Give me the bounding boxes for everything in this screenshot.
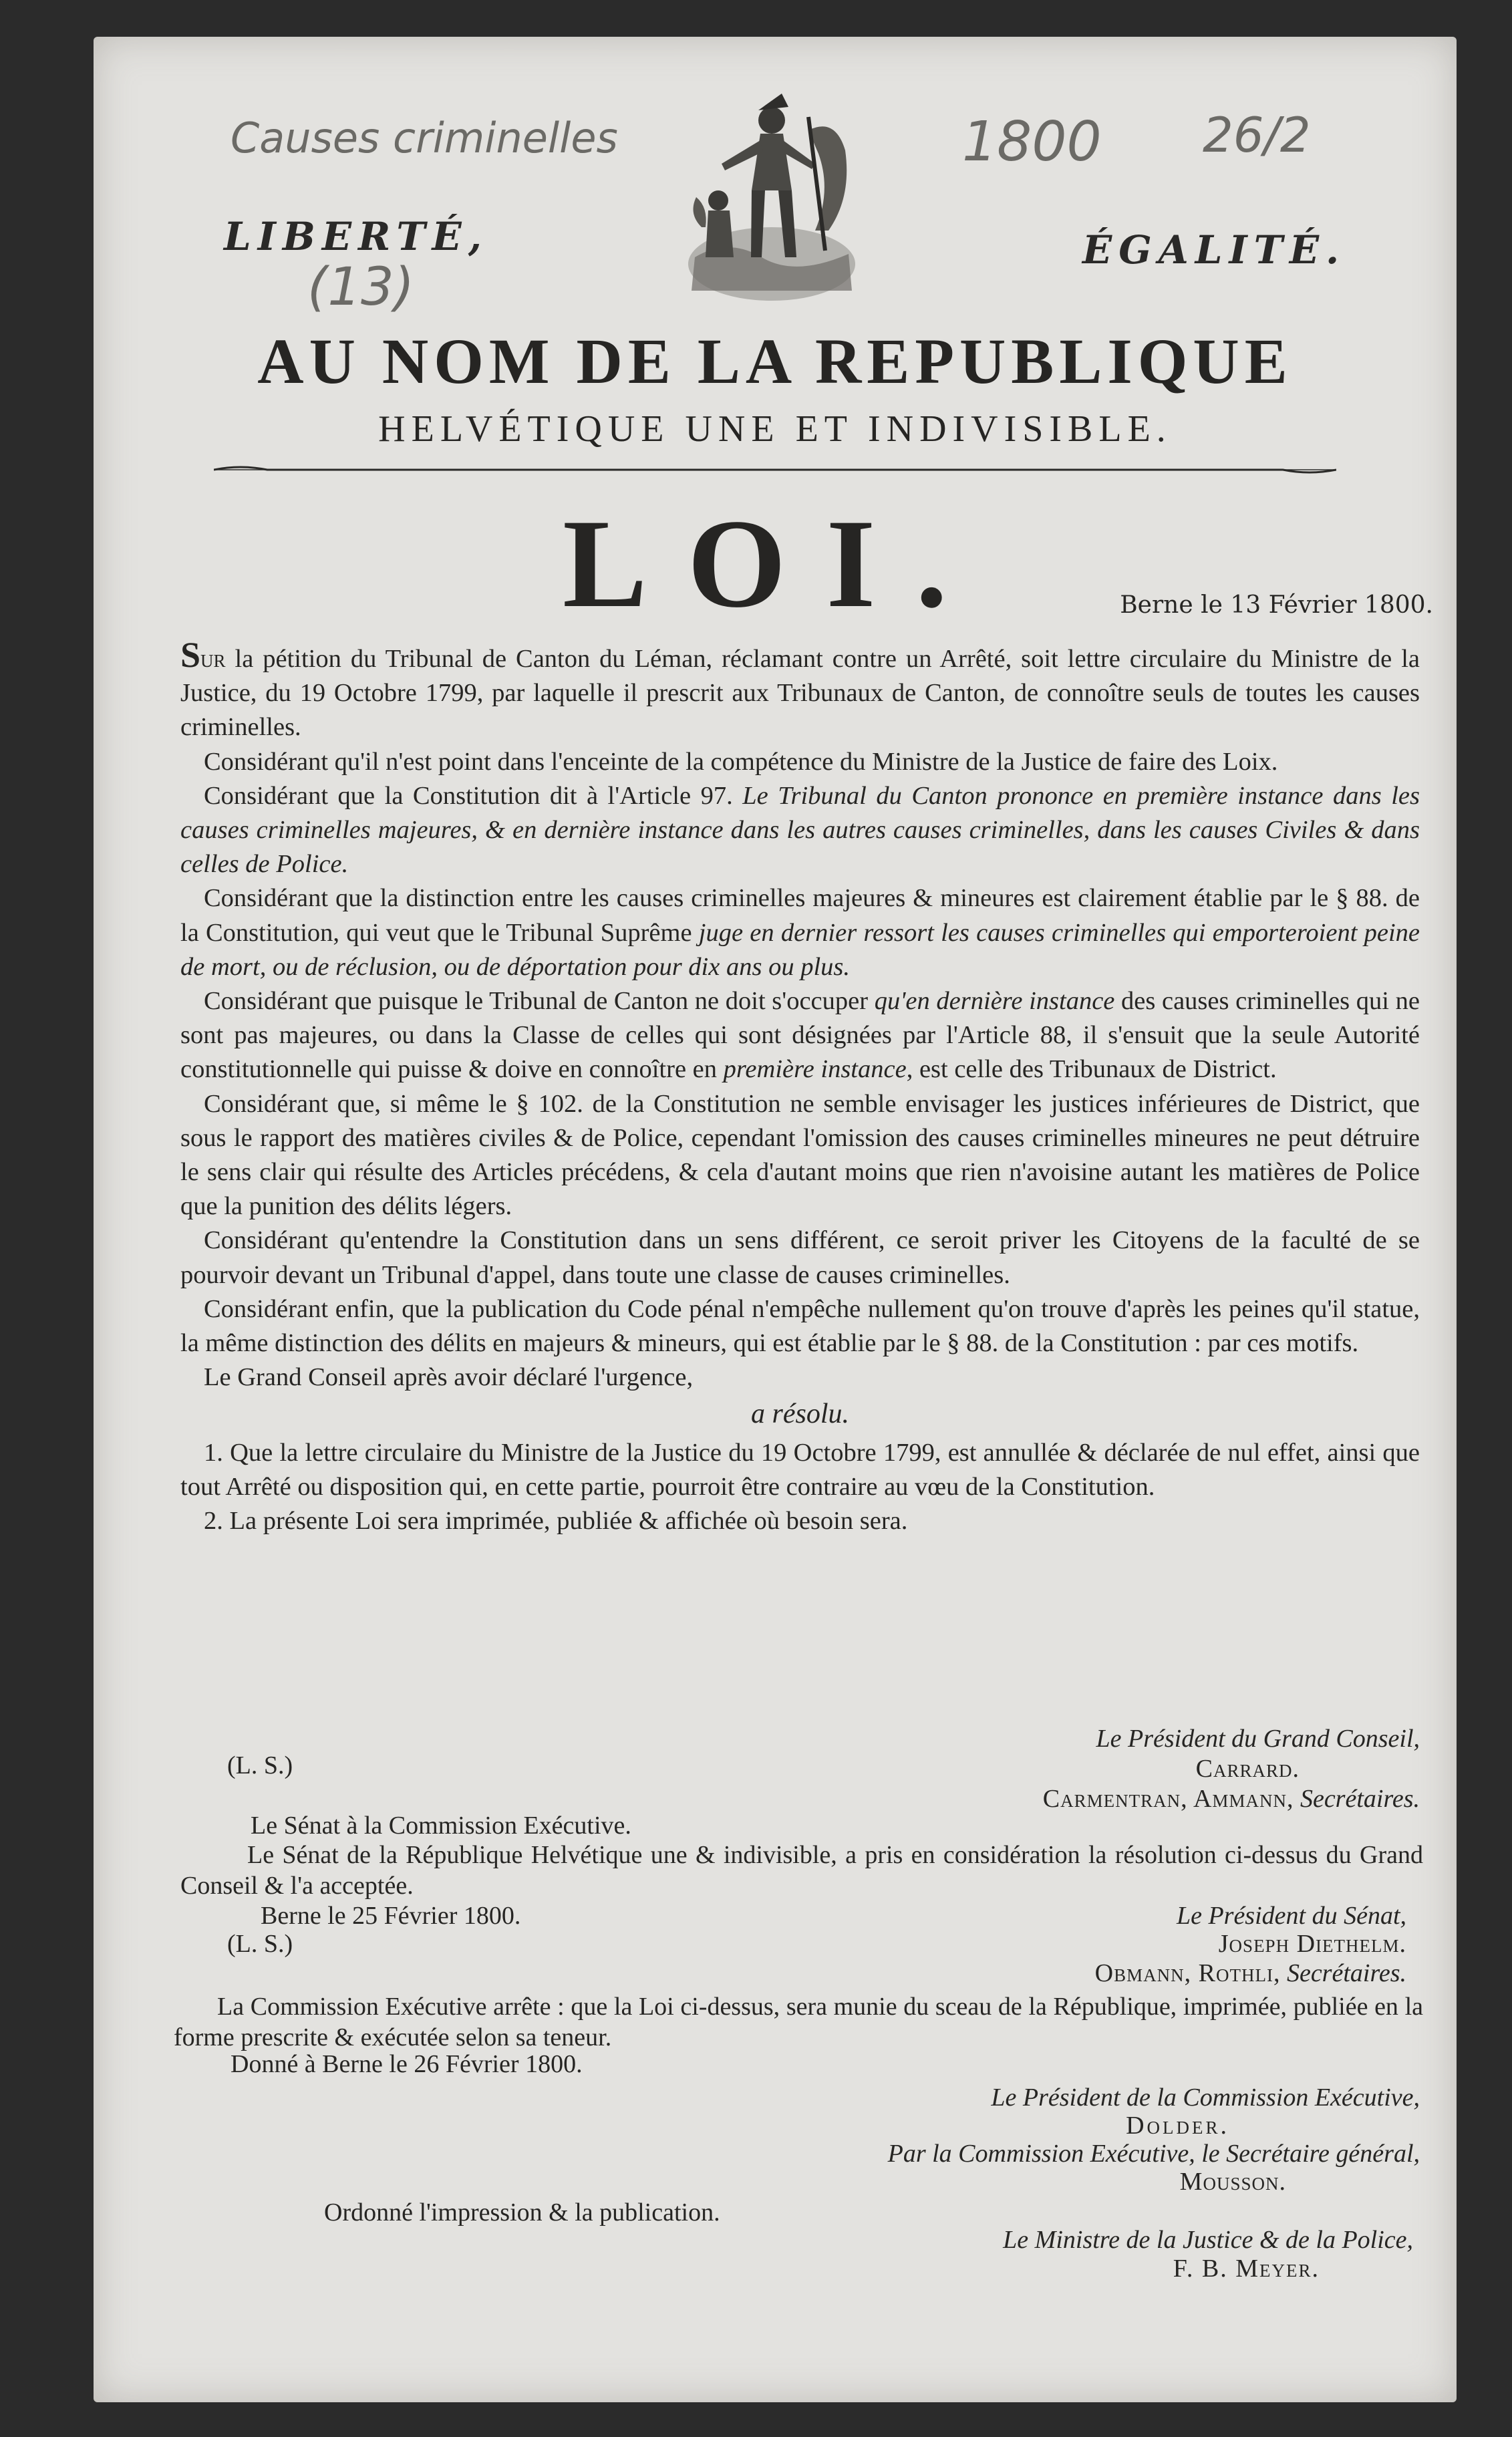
gc-secretaries [1043, 1784, 1420, 1814]
handwritten-note-category: Causes criminelles [231, 114, 618, 162]
ls-seal-2: (L. S.) [227, 1930, 293, 1958]
drop-cap: S [180, 635, 201, 675]
senat-date: Berne le 25 Février 1800. [261, 1902, 521, 1930]
paragraph-considerant-1: Considérant qu'il n'est point dans l'enceinte de la compétence du Ministre de la Justice de faire des Loix. [204, 747, 1278, 776]
senat-secretaries [1095, 1959, 1406, 1988]
considerant-4-part-a: Considérant que puisque le Tribunal de Canton ne doit s'occuper [204, 987, 875, 1016]
senat-secretaries-names: Obmann, Rothli, [1094, 1959, 1281, 1987]
paragraph-urgence: Le Grand Conseil après avoir déclaré l'urgence, [204, 1363, 694, 1392]
considerant-4-part-e: , est celle des Tribunaux de District. [906, 1055, 1277, 1084]
senat-secretaries-label: Secrétaires. [1286, 1959, 1406, 1987]
considerant-2-intro: Considérant que la Constitution dit à l'Article 97. [204, 781, 743, 810]
senat-president-name: Joseph Diethelm. [1218, 1930, 1406, 1958]
considerant-4-part-d: première instance [723, 1055, 907, 1084]
senat-resolution: Le Sénat de la République Helvétique une & indivisible, a pris en considération la résolution ci-dessus du Grand Conseil & l'a acceptée. [180, 1841, 1423, 1900]
paragraph-considerant-4 [180, 984, 1420, 1087]
minister-label: Le Ministre de la Justice & de la Police, [1003, 2226, 1413, 2254]
title-republique: AU NOM DE LA REPUBLIQUE [257, 325, 1293, 397]
gc-president-label: Le Président du Grand Conseil, [1096, 1725, 1420, 1753]
petition-text: la pétition du Tribunal de Canton du Léman, réclamant contre un Arrêté, soit lettre circulaire du Ministre de la Justice, du 19 Octobre 1799, par laquelle il prescrit aux Tribunaux de Canton, de connoître seuls de toutes les causes criminelles. [180, 645, 1420, 742]
law-body [180, 635, 1420, 1538]
ce-president-name: Dolder. [1126, 2112, 1229, 2140]
gc-secretaries-label: Secrétaires. [1300, 1785, 1420, 1813]
ordonne-publication: Ordonné l'impression & la publication. [324, 2198, 720, 2227]
handwritten-note-number: (13) [307, 257, 415, 317]
paragraph-considerant-2 [180, 779, 1420, 882]
considerant-4-part-c: des causes criminelles qui ne sont pas majeures, ou dans la Classe de celles qui sont désignées par l'Article 88, il s'ensuit que la seule Autorité constitutionnelle qui puisse & doive en connoître en [180, 987, 1420, 1084]
ce-president-label: Le Président de la Commission Exécutive, [991, 2084, 1420, 2112]
motto-liberte: LIBERTÉ, [224, 214, 488, 259]
gc-president-name: Carrard. [1195, 1755, 1300, 1783]
title-helvetique: HELVÉTIQUE UNE ET INDIVISIBLE. [378, 408, 1172, 450]
motto-egalite: ÉGALITÉ. [1082, 227, 1346, 273]
paragraph-petition [180, 635, 1420, 745]
considerant-4-part-b: qu'en dernière instance [874, 987, 1115, 1016]
article-2: 2. La présente Loi sera imprimée, publiée & affichée où besoin sera. [204, 1507, 908, 1536]
resolution-heading: a résolu. [751, 1399, 849, 1430]
paragraph-considerant-5: Considérant que, si même le § 102. de la Constitution ne semble envisager les justices inférieures de District, que sous le rapport des matières civiles & de Police, cependant l'omission des causes criminelles mineures ne peut détruire le sens clair qui résulte des Articles précédens, & cela d'autant moins que rien n'avoisine autant les matières de Police que la punition des délits légers. [180, 1089, 1420, 1221]
paragraph-considerant-3 [180, 881, 1420, 984]
gc-secretaries-names: Carmentran, Ammann, [1042, 1785, 1294, 1813]
handwritten-note-ref: 26/2 [1203, 107, 1311, 163]
considerant-3-intro: Considérant que la distinction entre les causes criminelles majeures & mineures est clairement établie par le § 88. de la Constitution, qui veut que le Tribunal Suprême [180, 884, 1420, 947]
document-page [94, 37, 1457, 2402]
main-title-loi: LOI. [563, 494, 988, 634]
paragraph-considerant-7: Considérant enfin, que la publication du Code pénal n'empêche nullement qu'on trouve d'après les peines qu'il statue, la même distinction des délits en majeurs & mineurs, qui est établie par le § 88. de la Constitution : par ces motifs. [180, 1294, 1420, 1358]
william-tell-emblem-icon [682, 90, 862, 311]
drop-cap-continuation: ur [200, 645, 226, 673]
senat-heading: Le Sénat à la Commission Exécutive. [251, 1812, 631, 1840]
paragraph-considerant-6: Considérant qu'entendre la Constitution dans un sens différent, ce seroit priver les Citoyens de la faculté de se pourvoir devant un Tribunal d'appel, dans toute une classe de causes criminelles. [180, 1226, 1420, 1289]
minister-name: F. B. Meyer. [1173, 2255, 1320, 2283]
senat-president-label: Le Président du Sénat, [1176, 1902, 1406, 1930]
ce-date: Donné à Berne le 26 Février 1800. [231, 2050, 583, 2078]
considerant-2-quote: Le Tribunal du Canton prononce en première instance dans les causes criminelles majeures, & en dernière instance dans les autres causes criminelles, dans les causes Civiles & dans celles de Police. [180, 781, 1420, 879]
considerant-3-quote: juge en dernier ressort les causes criminelles qui emporteroient peine de mort, ou de réclusion, ou de déportation pour dix ans ou plus. [180, 918, 1420, 981]
ls-seal-1: (L. S.) [227, 1751, 293, 1779]
ce-secretary-name: Mousson. [1179, 2168, 1286, 2196]
article-1: 1. Que la lettre circulaire du Ministre de la Justice du 19 Octobre 1799, est annullée & déclarée de nul effet, ainsi que tout Arrêté ou disposition qui, en cette partie, pourroit être contraire au vœu de la Constitution. [180, 1438, 1420, 1501]
ornamental-rule [214, 464, 1336, 475]
ce-secretary-label: Par la Commission Exécutive, le Secrétaire général, [887, 2140, 1420, 2168]
handwritten-note-year: 1800 [962, 110, 1102, 174]
dateline: Berne le 13 Février 1800. [1120, 591, 1433, 619]
ce-arrete: La Commission Exécutive arrête : que la Loi ci-dessus, sera munie du sceau de la République, imprimée, publiée en la forme prescrite & exécutée selon sa teneur. [174, 1993, 1423, 2051]
